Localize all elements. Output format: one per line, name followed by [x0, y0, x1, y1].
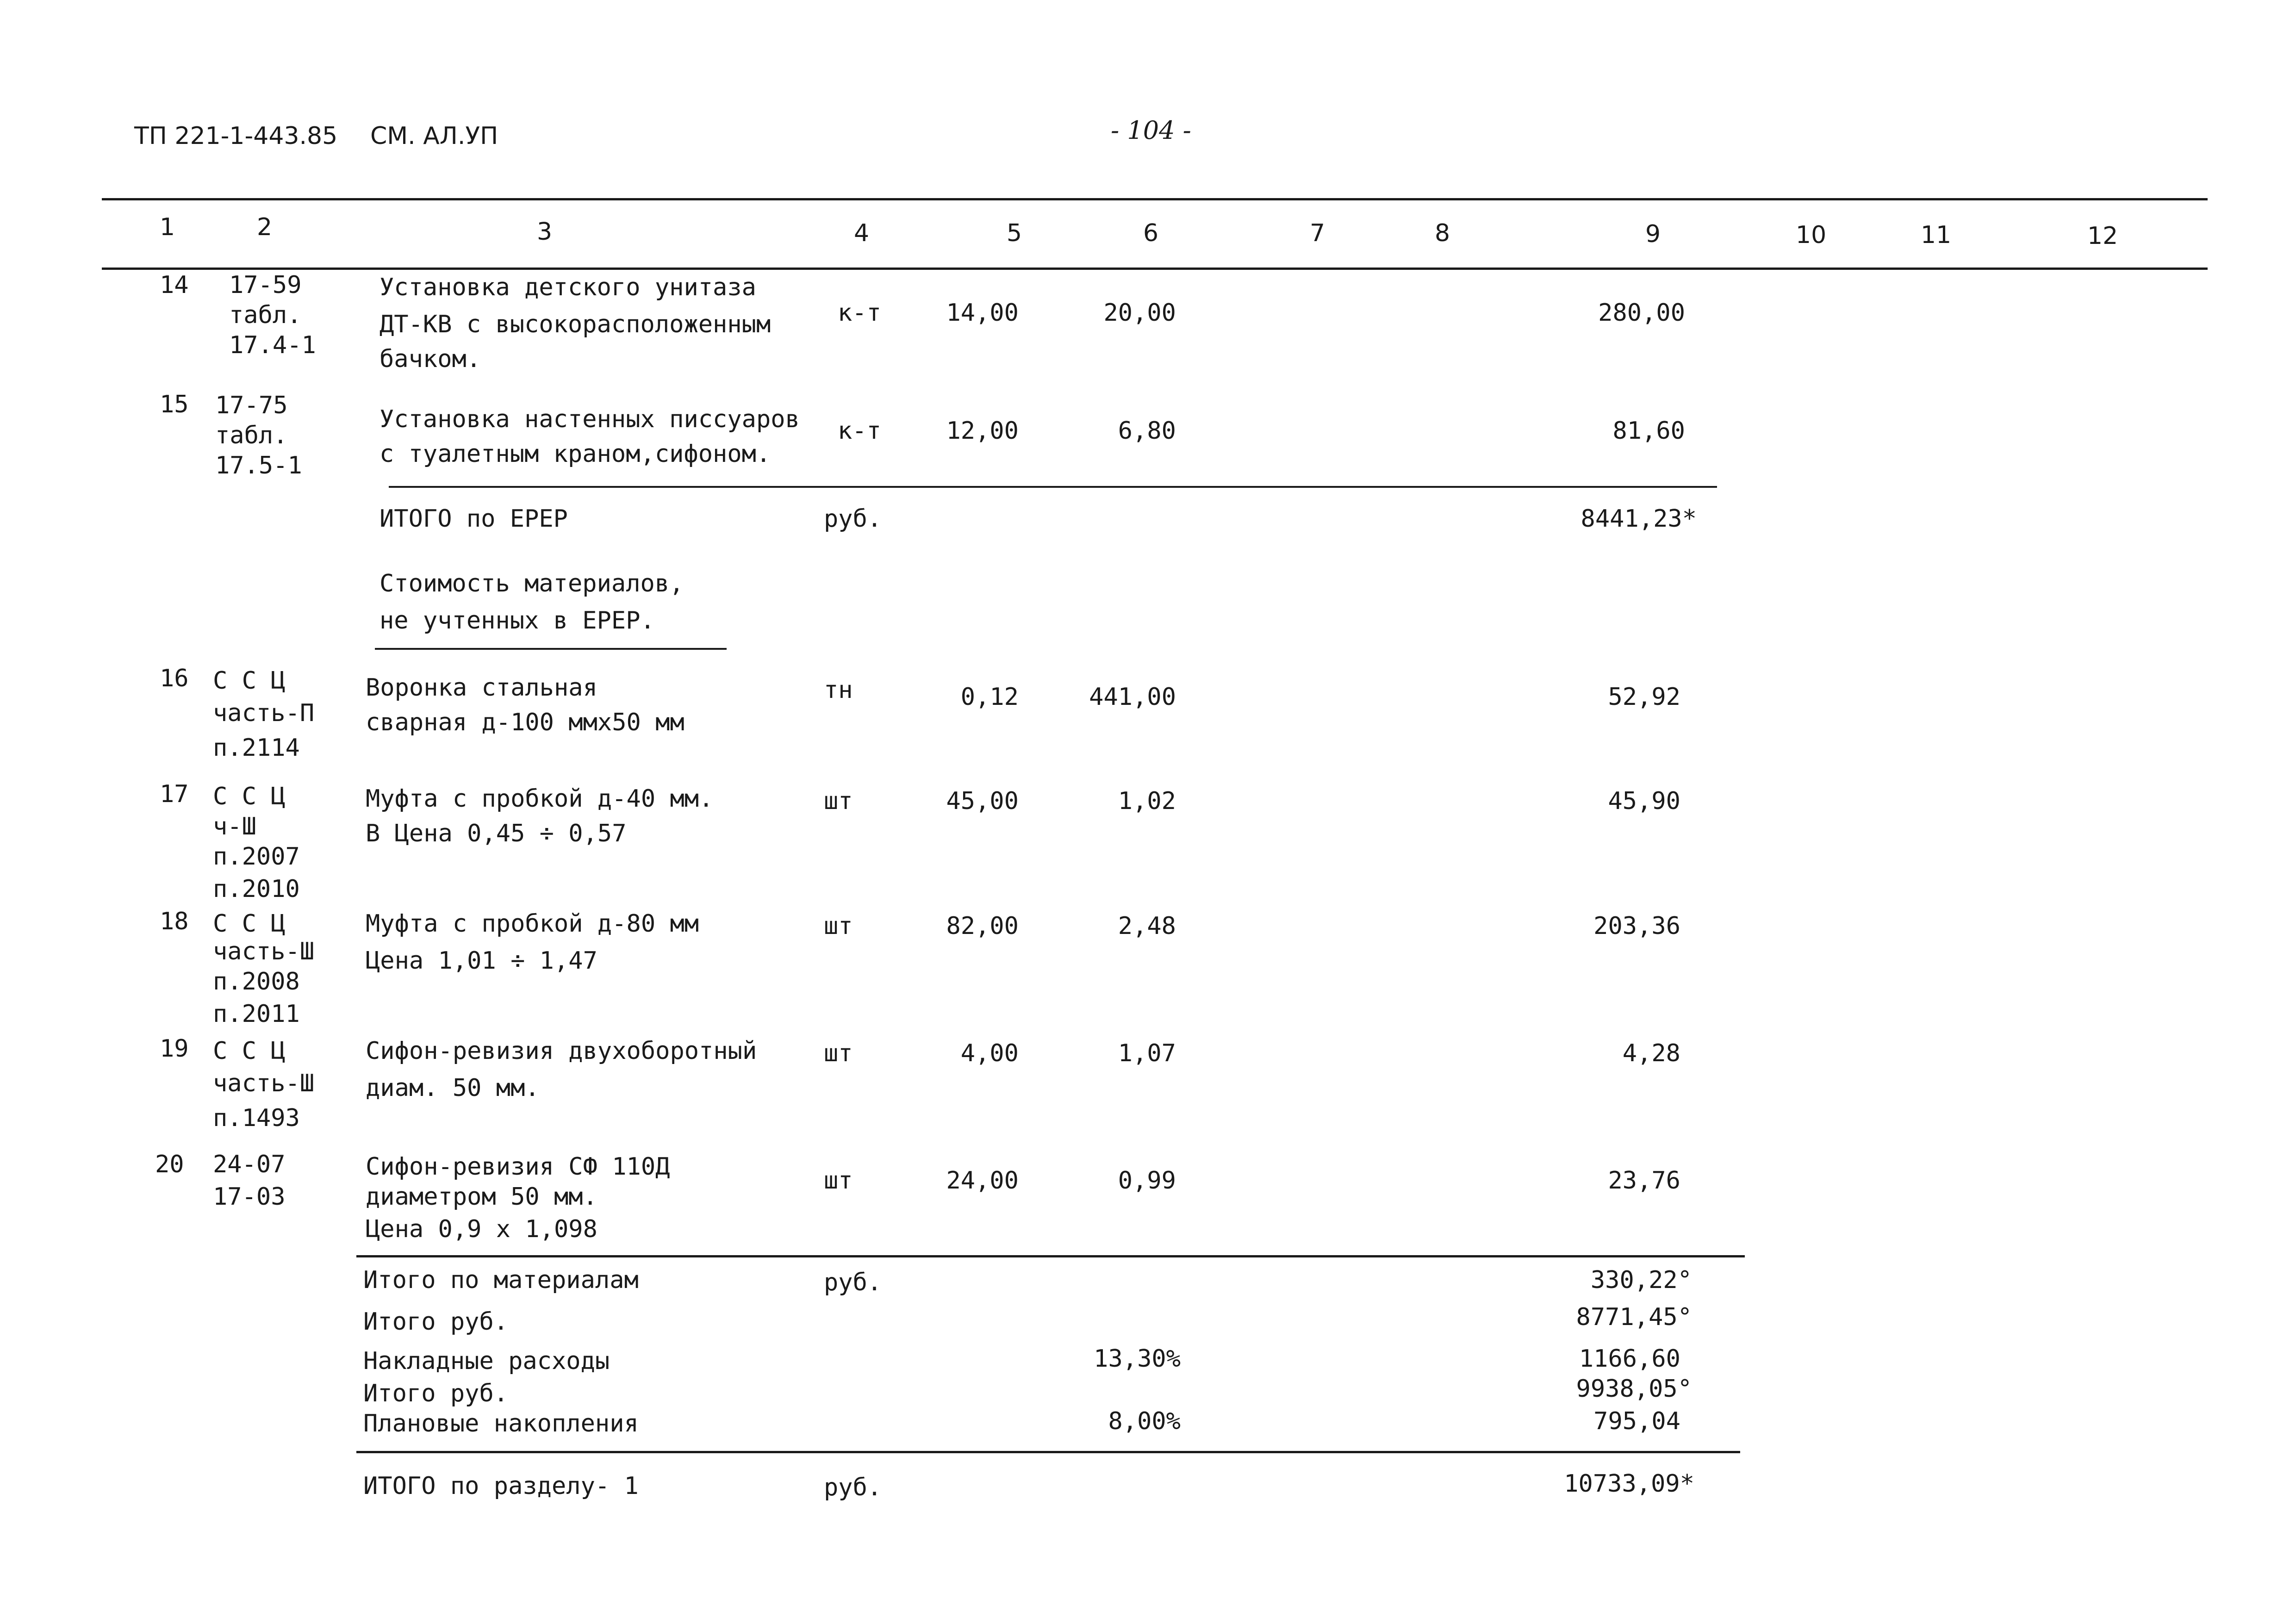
row-name: сварная д-100 ммх50 мм: [366, 709, 684, 736]
row-code: 17-59: [229, 271, 302, 299]
page-number: - 104 -: [1111, 116, 1191, 145]
row-name: диам. 50 мм.: [366, 1074, 540, 1102]
column-number: 1: [160, 213, 175, 241]
section-total-unit: руб.: [824, 1474, 882, 1501]
row-number: 14: [160, 271, 189, 299]
row-price: 0,99: [1118, 1167, 1176, 1195]
row-price: 1,07: [1118, 1039, 1176, 1067]
materials-total-rule: [356, 1255, 1745, 1257]
heading-underline: [375, 648, 727, 650]
row-price: 2,48: [1118, 912, 1176, 940]
row-code: п.1493: [213, 1104, 300, 1132]
album-ref: СМ. АЛ.УП: [370, 122, 498, 150]
row-name: диаметром 50 мм.: [366, 1183, 597, 1211]
row-code: табл.: [229, 301, 302, 329]
row-code: С С Ц: [213, 910, 286, 938]
row-price: 20,00: [1103, 299, 1176, 327]
row-name: Установка настенных писсуаров: [380, 405, 800, 433]
row-qty: 82,00: [946, 912, 1019, 940]
materials-heading: не учтенных в ЕРЕР.: [380, 607, 655, 635]
row-qty: 14,00: [946, 299, 1019, 327]
column-number: 4: [854, 219, 870, 247]
row-name: В Цена 0,45 ÷ 0,57: [366, 820, 627, 847]
column-number: 11: [1921, 221, 1952, 249]
materials-heading: Стоимость материалов,: [380, 570, 684, 597]
column-number: 12: [2087, 222, 2118, 250]
row-code: п.2008: [213, 968, 300, 996]
subtotal-label: ИТОГО по ЕРЕР: [380, 505, 568, 533]
section-total-rule: [356, 1451, 1740, 1453]
summary-label: Накладные расходы: [363, 1347, 610, 1375]
subtotal-rule: [389, 486, 1717, 488]
row-number: 18: [160, 908, 189, 935]
row-qty: 45,00: [946, 787, 1019, 815]
row-code: часть-Ш: [213, 1070, 315, 1097]
summary-total: 330,22°: [1590, 1266, 1692, 1294]
column-number: 5: [1007, 219, 1022, 247]
row-total: 23,76: [1608, 1167, 1680, 1195]
row-price: 441,00: [1089, 683, 1176, 711]
row-unit: тн: [824, 676, 853, 704]
row-total: 280,00: [1598, 299, 1685, 327]
row-name: Цена 0,9 x 1,098: [366, 1215, 597, 1243]
row-unit: шт: [824, 1167, 853, 1195]
header-bottom-rule: [102, 268, 2208, 270]
row-price: 6,80: [1118, 417, 1176, 445]
row-total: 45,90: [1608, 787, 1680, 815]
row-code: С С Ц: [213, 667, 286, 695]
row-name: Сифон-ревизия СФ 110Д: [366, 1153, 670, 1181]
row-qty: 12,00: [946, 417, 1019, 445]
summary-unit: руб.: [824, 1269, 882, 1296]
row-code: 17.4-1: [229, 331, 316, 359]
row-unit: к-т: [838, 299, 881, 327]
column-number: 3: [537, 218, 553, 246]
row-number: 16: [160, 665, 189, 692]
row-qty: 24,00: [946, 1167, 1019, 1195]
row-code: п.2011: [213, 1000, 300, 1028]
row-total: 203,36: [1593, 912, 1680, 940]
row-code: С С Ц: [213, 783, 286, 810]
column-number: 6: [1143, 219, 1159, 247]
summary-total: 8771,45°: [1576, 1303, 1692, 1331]
column-number: 7: [1310, 219, 1325, 247]
row-name: Цена 1,01 ÷ 1,47: [366, 947, 597, 975]
row-number: 20: [155, 1151, 184, 1178]
row-code: табл.: [215, 422, 288, 449]
row-name: ДТ-КВ с высокорасположенным: [380, 311, 771, 338]
column-number: 10: [1796, 221, 1827, 249]
header-top-rule: [102, 198, 2208, 200]
summary-total: 9938,05°: [1576, 1375, 1692, 1403]
section-total-value: 10733,09*: [1564, 1470, 1694, 1498]
summary-label: Итого руб.: [363, 1308, 509, 1336]
row-code: ч-Ш: [213, 813, 256, 840]
row-unit: шт: [824, 787, 853, 815]
column-number: 2: [257, 213, 273, 241]
row-unit: к-т: [838, 417, 881, 445]
section-total-label: ИТОГО по разделу- 1: [363, 1472, 639, 1500]
row-name: Воронка стальная: [366, 674, 597, 702]
summary-label: Плановые накопления: [363, 1410, 639, 1437]
row-code: 24-07: [213, 1151, 286, 1178]
row-code: 17.5-1: [215, 452, 302, 479]
summary-total: 795,04: [1593, 1407, 1680, 1435]
row-code: часть-Ш: [213, 938, 315, 965]
row-unit: шт: [824, 1039, 853, 1067]
row-number: 15: [160, 391, 189, 418]
row-qty: 4,00: [960, 1039, 1019, 1067]
row-code: 17-03: [213, 1183, 286, 1211]
row-code: п.2010: [213, 875, 300, 903]
doc-code: ТП 221-1-443.85: [134, 122, 338, 150]
row-code: 17-75: [215, 392, 288, 419]
row-unit: шт: [824, 912, 853, 940]
subtotal-unit: руб.: [824, 505, 882, 533]
row-code: часть-П: [213, 699, 315, 727]
row-name: Муфта с пробкой д-40 мм.: [366, 785, 714, 813]
column-number: 9: [1645, 220, 1661, 248]
row-price: 1,02: [1118, 787, 1176, 815]
summary-rate: 13,30%: [1094, 1345, 1181, 1373]
row-code: п.2007: [213, 843, 300, 871]
subtotal-total: 8441,23*: [1580, 505, 1697, 533]
row-number: 19: [160, 1035, 189, 1063]
row-total: 4,28: [1622, 1039, 1680, 1067]
row-number: 17: [160, 780, 189, 808]
column-number: 8: [1435, 219, 1450, 247]
summary-total: 1166,60: [1579, 1345, 1680, 1373]
row-code: С С Ц: [213, 1037, 286, 1065]
row-name: с туалетным краном,сифоном.: [380, 440, 771, 468]
row-name: бачком.: [380, 345, 481, 373]
row-qty: 0,12: [960, 683, 1019, 711]
row-name: Муфта с пробкой д-80 мм: [366, 910, 699, 938]
row-code: п.2114: [213, 734, 300, 762]
summary-label: Итого руб.: [363, 1380, 509, 1407]
row-name: Сифон-ревизия двухоборотный: [366, 1037, 757, 1065]
summary-rate: 8,00%: [1108, 1407, 1181, 1435]
row-total: 81,60: [1612, 417, 1685, 445]
row-total: 52,92: [1608, 683, 1680, 711]
row-name: Установка детского унитаза: [380, 274, 756, 301]
summary-label: Итого по материалам: [363, 1266, 639, 1294]
